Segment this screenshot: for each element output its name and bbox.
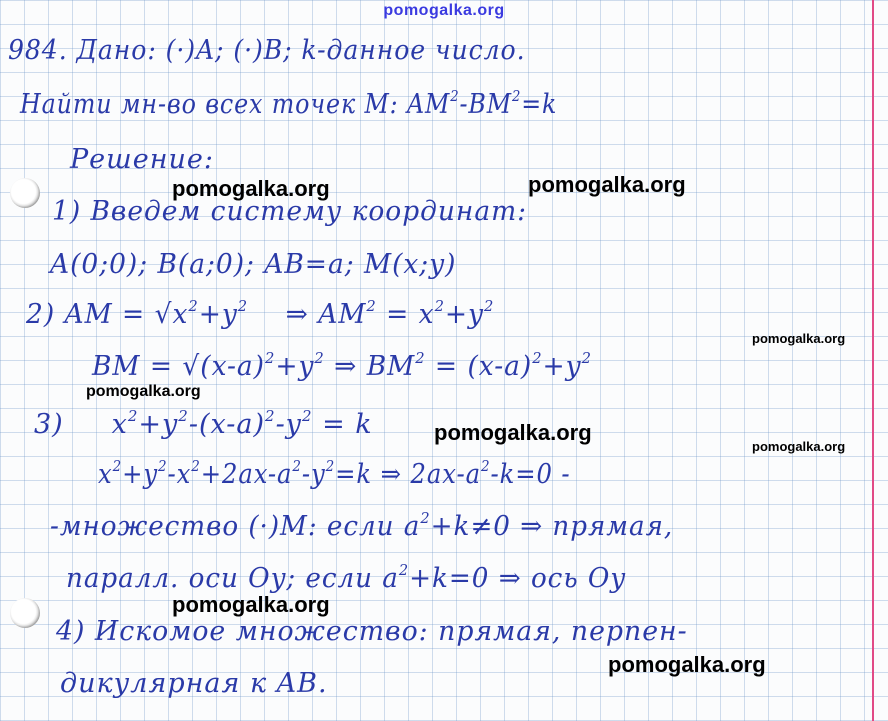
watermark: pomogalka.org xyxy=(86,383,201,400)
page-margin-line xyxy=(872,0,874,721)
watermark: pomogalka.org xyxy=(172,592,330,617)
solution-step1-intro: 1) Введем систему координат: xyxy=(52,196,528,227)
solution-step3-expand: $x^2+y^2-x^2+2ax-a^2-y^2=k$ ⇒ $2ax-a^2-k=0$ - xyxy=(98,457,571,490)
solution-step2-am: 2) AM = $√x^2+y^2$ ⇒ $AM^2 = x^2+y^2$ xyxy=(26,297,495,330)
watermark: pomogalka.org xyxy=(608,652,766,677)
problem-given: Дано: (·)A; (·)B; k-данное число. xyxy=(76,35,526,66)
watermark: pomogalka.org xyxy=(752,331,846,346)
watermark: pomogalka.org xyxy=(752,439,846,454)
solution-step1-points: A(0;0); B(a;0); AB=a; M(x;y) xyxy=(50,249,457,280)
solution-heading: Решение: xyxy=(70,144,214,175)
watermark: pomogalka.org xyxy=(528,172,686,197)
solution-step2-bm: BM = $√(x-a)^2+y^2$ ⇒ $BM^2 = (x-a)^2+y^2$ xyxy=(92,349,592,382)
problem-number: 984. xyxy=(8,35,68,66)
watermark: pomogalka.org xyxy=(434,420,592,445)
problem-given-line xyxy=(8,34,525,68)
site-header-link[interactable]: pomogalka.org xyxy=(383,2,505,19)
watermark: pomogalka.org xyxy=(172,176,330,201)
solution-step3-eq: 3) $x^2+y^2-(x-a)^2-y^2 = k$ xyxy=(34,407,373,440)
solution-step4-a: 4) Искомое множество: прямая, перпен- xyxy=(56,616,688,647)
solution-step4-b: дикулярная к AB. xyxy=(60,668,328,699)
problem-find: Найти мн-во всех точек M: $AM^2-BM^2=k$ xyxy=(20,87,558,120)
solution-step3-set: -множество (·)M: если $a^2+k\ne 0$ ⇒ прямая, xyxy=(50,509,674,542)
solution-step3-parallel: паралл. оси Oy; если $a^2+k=0$ ⇒ ось Oy xyxy=(66,561,627,594)
punch-hole-top xyxy=(10,178,40,208)
punch-hole-bottom xyxy=(10,598,40,628)
